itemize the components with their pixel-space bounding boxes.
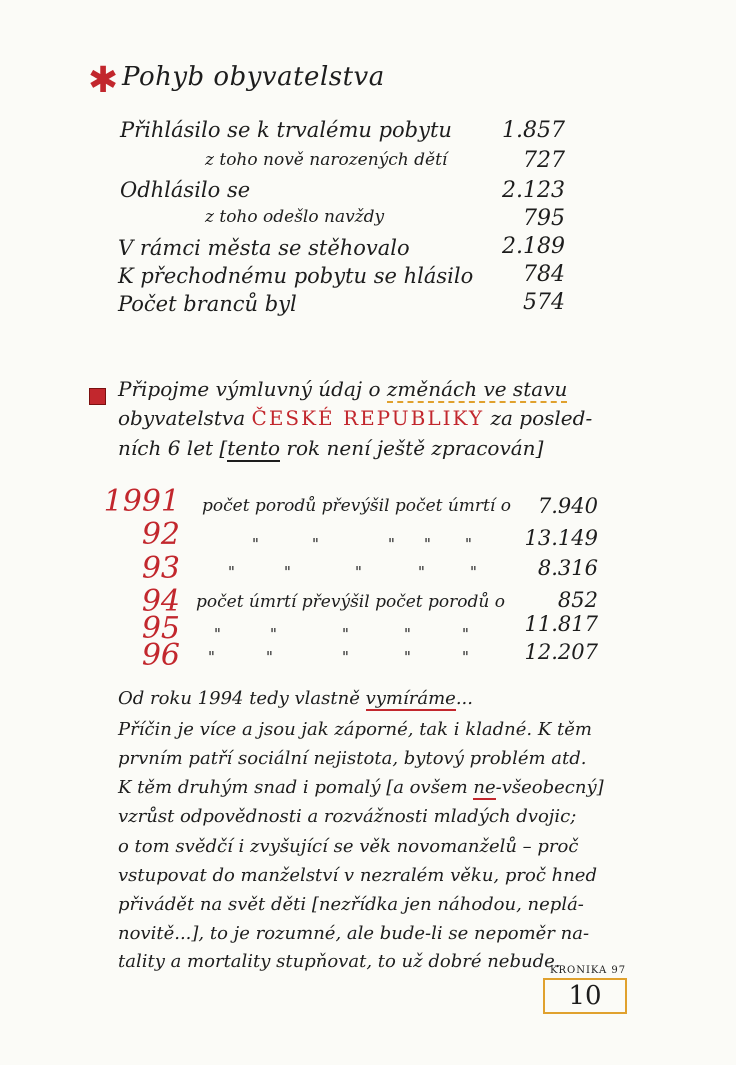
paragraph-line: vzrůst odpovědnosti a rozvážnosti mladých dvojic;: [118, 806, 577, 827]
row-label: Počet branců byl: [118, 292, 297, 316]
red-square-bullet-icon: [89, 388, 106, 405]
intro-text: obyvatelstva: [118, 406, 252, 430]
paragraph-text: -všeobecný]: [495, 777, 604, 798]
ditto-mark: ": [418, 563, 425, 581]
year-description: počet porodů převýšil počet úmrtí o: [202, 496, 511, 516]
row-value: 784: [523, 262, 565, 287]
ditto-mark: ": [424, 535, 431, 553]
intro-line-3: [118, 435, 543, 462]
year-label: 92: [141, 517, 180, 552]
row-value: 1.857: [502, 118, 565, 143]
chronicle-label: KRONIKA 97: [550, 965, 627, 976]
row-value: 727: [523, 148, 565, 173]
paragraph-line: tality a mortality stupňovat, to už dobré nebude.: [118, 951, 561, 972]
row-label: K přechodnému pobytu se hlásilo: [118, 264, 474, 288]
ditto-mark: ": [284, 563, 291, 581]
ditto-mark: ": [404, 648, 411, 666]
paragraph-line: přivádět na svět děti [nezřídka jen náhodou, neplá-: [118, 894, 584, 915]
year-value: 11.817: [524, 612, 598, 636]
closing-text: Od roku 1994 tedy vlastně: [118, 688, 366, 709]
ditto-mark: ": [252, 535, 259, 553]
czech-republic-label: ČESKÉ REPUBLIKY: [251, 406, 485, 430]
row-value: 574: [523, 290, 565, 315]
ditto-mark: ": [470, 563, 477, 581]
year-label: 96: [141, 638, 180, 673]
ditto-mark: ": [355, 563, 362, 581]
ditto-mark: ": [388, 535, 395, 553]
row-value: 2.189: [502, 234, 565, 259]
intro-underlined: tento: [227, 436, 281, 460]
paragraph-line: vstupovat do manželství v nezralém věku, proč hned: [118, 865, 597, 886]
paragraph-text: K těm druhým snad i pomalý [a ovšem: [118, 777, 474, 798]
intro-text: za posled-: [484, 406, 593, 430]
year-value: 13.149: [524, 526, 598, 550]
ditto-mark: ": [342, 648, 349, 666]
closing-text: ...: [455, 688, 473, 709]
year-label: 94: [141, 584, 180, 619]
intro-text: rok není ještě zpracován]: [280, 436, 544, 460]
ditto-mark: ": [214, 625, 221, 643]
ditto-mark: ": [312, 535, 319, 553]
row-label: Přihlásilo se k trvalému pobytu: [120, 118, 452, 142]
intro-underlined: změnách ve stavu: [386, 377, 568, 401]
ditto-mark: ": [462, 648, 469, 666]
ditto-mark: ": [270, 625, 277, 643]
ditto-mark: ": [465, 535, 472, 553]
asterisk-icon: ✱: [88, 60, 119, 101]
row-label: z toho nově narozených dětí: [205, 150, 448, 170]
paragraph-line-4: [118, 772, 604, 803]
row-label: z toho odešlo navždy: [205, 207, 385, 227]
intro-text: Připojme výmluvný údaj o: [118, 377, 387, 401]
year-value: 852: [557, 588, 598, 612]
vymirame-underlined: vymíráme: [365, 688, 456, 709]
ditto-mark: ": [342, 625, 349, 643]
paragraph-line: o tom svědčí i zvyšující se věk novomanželů – proč: [118, 836, 579, 857]
ne-underlined: ne: [473, 777, 496, 798]
section-title: Pohyb obyvatelstva: [122, 62, 385, 92]
row-value: 795: [523, 206, 565, 231]
ditto-mark: ": [404, 625, 411, 643]
year-value: 12.207: [524, 640, 598, 664]
row-value: 2.123: [502, 178, 565, 203]
year-description: počet úmrtí převýšil počet porodů o: [196, 592, 505, 612]
page-number: 10: [543, 978, 627, 1014]
year-value: 7.940: [537, 494, 598, 518]
ditto-mark: ": [228, 563, 235, 581]
row-label: V rámci města se stěhovalo: [118, 236, 410, 260]
year-label: 95: [141, 611, 180, 646]
paragraph-line: prvním patří sociální nejistota, bytový problém atd.: [118, 748, 587, 769]
year-label: 1991: [103, 484, 180, 519]
intro-line-1: [118, 376, 567, 403]
ditto-mark: ": [462, 625, 469, 643]
intro-text: ních 6 let [: [118, 436, 228, 460]
ditto-mark: ": [266, 648, 273, 666]
ditto-mark: ": [208, 648, 215, 666]
year-value: 8.316: [537, 556, 598, 580]
row-label: Odhlásilo se: [120, 178, 251, 202]
year-label: 93: [141, 551, 180, 586]
paragraph-line: novitě...], to je rozumné, ale bude-li se nepoměr na-: [118, 923, 590, 944]
closing-line-1: [118, 683, 473, 714]
intro-line-2: [118, 405, 592, 432]
paragraph-line: Příčin je více a jsou jak záporné, tak i kladné. K těm: [118, 719, 592, 740]
